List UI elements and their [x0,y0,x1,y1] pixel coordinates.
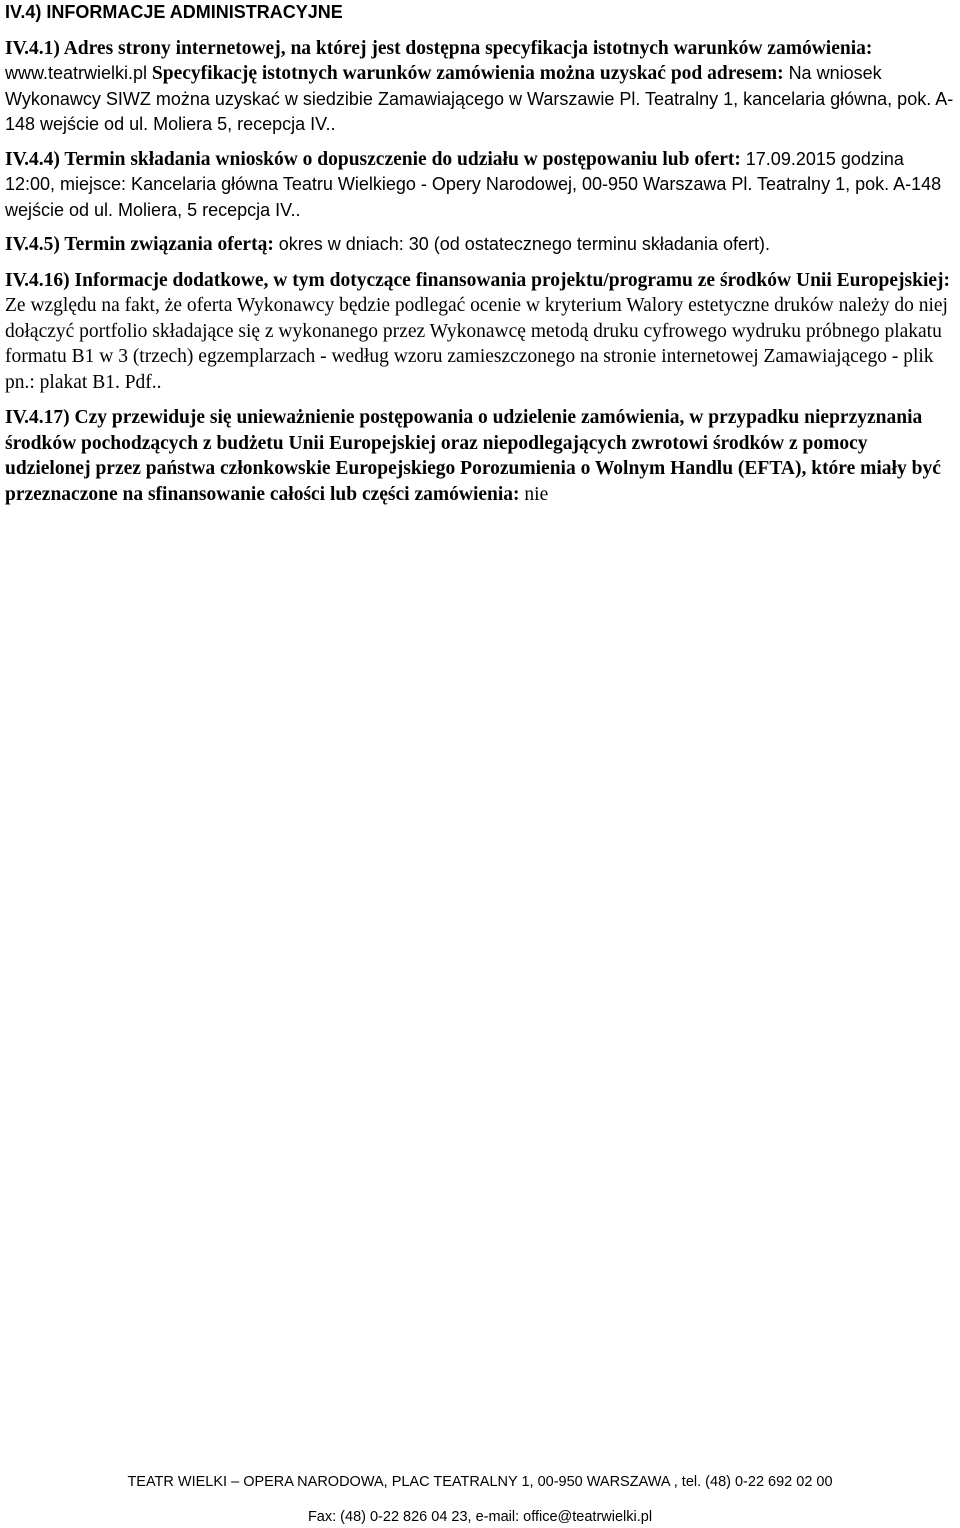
iv416-value: Ze względu na fakt, że oferta Wykonawcy będzie podlegać ocenie w kryterium Walory estetyczne druków należy do niej dołączyć portfolio składające się z wykonanego przez Wykonawcę metodą druku cyfrowego wydruku próbnego plakatu formatu B1 w 3 (trzech) egzemplarzach - według wzoru zamieszczonego na stronie internetowej Zamawiającego - plik pn.: plakat B1. Pdf.. [5,295,948,393]
iv416-label: IV.4.16) Informacje dodatkowe, w tym dotyczące finansowania projektu/programu ze środków Unii Europejskiej: [5,269,951,291]
iv417-label: IV.4.17) Czy przewiduje się unieważnienie postępowania o udzielenie zamówienia, w przypadku nieprzyznania środków pochodzących z budżetu Unii Europejskiej oraz niepodlegających zwrotowi środków z pomocy udzielonej przez państwa członkowskie Europejskiego Porozumienia o Wolnym Handlu (EFTA), które miały być przeznaczone na sfinansowanie całości lub części zamówienia: [5,407,941,505]
item-iv41 [5,36,957,138]
iv44-value: 17.09.2015 godzina 12:00, miejsce: Kancelaria główna Teatru Wielkiego - Opery Narodowej, 00-950 Warszawa Pl. Teatralny 1, pok. A-148 wejście od ul. Moliera, 5 recepcja IV.. [5,148,942,220]
section-title [5,0,957,26]
footer-address: TEATR WIELKI – OPERA NARODOWA, PLAC TEATRALNY 1, 00-950 WARSZAWA , tel. (48) 0-22 692 02 00 [127,1474,833,1490]
item-iv45 [5,232,957,258]
iv41-spec-value: Na wniosek Wykonawcy SIWZ można uzyskać w siedzibie Zamawiającego w Warszawie Pl. Teatralny 1, kancelaria główna, pok. A-148 wejście od ul. Moliera 5, recepcja IV.. [5,63,954,134]
iv417-value: nie [524,483,549,505]
iv45-value: okres w dniach: 30 (od ostatecznego terminu składania ofert). [278,234,770,254]
item-iv416 [5,268,957,396]
item-iv44 [5,147,957,224]
iv44-label: IV.4.4) Termin składania wniosków o dopuszczenie do udziału w postępowaniu lub ofert: [5,148,741,170]
section-title-text: IV.4) INFORMACJE ADMINISTRACYJNE [5,2,343,22]
footer-contact: Fax: (48) 0-22 826 04 23, e-mail: office@teatrwielki.pl [307,1509,653,1525]
item-iv417 [5,405,957,507]
iv41-url[interactable]: www.teatrwielki.pl [5,63,148,83]
iv45-label: IV.4.5) Termin związania ofertą: [5,234,274,255]
iv41-spec-label: Specyfikację istotnych warunków zamówienia można uzyskać pod adresem: [151,63,784,84]
iv41-label: IV.4.1) Adres strony internetowej, na której jest dostępna specyfikacja istotnych warunków zamówienia: [5,37,873,59]
document-body [5,0,957,507]
